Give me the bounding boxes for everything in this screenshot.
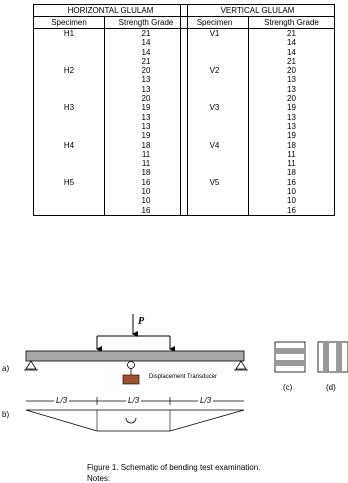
table-row	[181, 38, 335, 47]
horizontal-grade-cell: 16	[105, 206, 188, 216]
horizontal-specimen-cell	[34, 150, 105, 159]
figure-caption: Figure 1. Schematic of bending test examination.	[87, 463, 261, 472]
table-row	[34, 122, 188, 131]
vertical-grade-cell: 13	[249, 122, 335, 131]
table-row	[34, 85, 188, 94]
table-row	[181, 196, 335, 205]
horizontal-lamina-2	[275, 360, 305, 366]
vertical-specimen-cell: V3	[181, 103, 249, 112]
table-row	[34, 94, 188, 103]
vertical-specimen-cell: V5	[181, 178, 249, 187]
vertical-specimen-cell: V4	[181, 141, 249, 150]
vertical-grade-cell: 20	[249, 94, 335, 103]
vertical-specimen-cell	[181, 187, 249, 196]
table-row	[34, 150, 188, 159]
horizontal-specimen-cell	[34, 206, 105, 216]
horizontal-grade-cell: 11	[105, 159, 188, 168]
vertical-specimen-cell	[181, 168, 249, 177]
bending-test-diagram	[0, 300, 348, 460]
table-row	[34, 75, 188, 84]
horizontal-grade-cell: 18	[105, 168, 188, 177]
horizontal-specimen-cell	[34, 48, 105, 57]
horizontal-specimen-cell	[34, 57, 105, 66]
vertical-section-icon	[318, 342, 348, 372]
vertical-grade-cell: 14	[249, 38, 335, 47]
span-label-1: L/3	[56, 396, 68, 405]
vertical-specimen-cell	[181, 131, 249, 140]
table-row	[181, 94, 335, 103]
table-row	[181, 66, 335, 75]
table-row	[34, 168, 188, 177]
transducer-body-icon	[123, 375, 139, 384]
table-row	[34, 206, 188, 216]
horizontal-grade-cell: 11	[105, 150, 188, 159]
vertical-col-specimen: Specimen	[181, 17, 249, 29]
table-row	[34, 196, 188, 205]
table-row	[181, 29, 335, 39]
vertical-grade-cell: 10	[249, 196, 335, 205]
figure-label-a: a)	[2, 364, 10, 373]
table-row	[34, 178, 188, 187]
horizontal-specimen-cell: H4	[34, 141, 105, 150]
span-label-3: L/3	[200, 396, 212, 405]
vertical-col-grade: Strength Grade	[249, 17, 335, 29]
horizontal-col-grade: Strength Grade	[105, 17, 188, 29]
vertical-lamina-1	[323, 342, 329, 372]
vertical-specimen-cell	[181, 85, 249, 94]
table-row	[34, 48, 188, 57]
vertical-glulam-table	[180, 4, 335, 216]
horizontal-grade-cell: 14	[105, 48, 188, 57]
table-row	[181, 57, 335, 66]
horizontal-grade-cell: 19	[105, 103, 188, 112]
vertical-grade-cell: 19	[249, 103, 335, 112]
horizontal-grade-cell: 20	[105, 94, 188, 103]
horizontal-grade-cell: 20	[105, 66, 188, 75]
vertical-specimen-cell	[181, 57, 249, 66]
figure-label-b: b)	[2, 410, 10, 419]
vertical-grade-cell: 21	[249, 57, 335, 66]
table-row	[181, 113, 335, 122]
table-row	[34, 103, 188, 112]
vertical-specimen-cell	[181, 196, 249, 205]
vertical-specimen-cell	[181, 38, 249, 47]
horizontal-grade-cell: 13	[105, 75, 188, 84]
vertical-grade-cell: 18	[249, 168, 335, 177]
horizontal-glulam-table	[33, 4, 188, 216]
horizontal-specimen-cell	[34, 94, 105, 103]
vertical-specimen-cell	[181, 206, 249, 216]
vertical-grade-cell: 20	[249, 66, 335, 75]
vertical-specimen-cell	[181, 122, 249, 131]
table-row	[34, 57, 188, 66]
vertical-grade-cell: 13	[249, 113, 335, 122]
horizontal-grade-cell: 16	[105, 178, 188, 187]
vertical-specimen-cell	[181, 75, 249, 84]
table-row	[181, 131, 335, 140]
table-row	[181, 178, 335, 187]
horizontal-grade-cell: 19	[105, 131, 188, 140]
vertical-specimen-cell	[181, 113, 249, 122]
vertical-specimen-cell	[181, 150, 249, 159]
horizontal-specimen-cell	[34, 38, 105, 47]
vertical-grade-cell: 13	[249, 85, 335, 94]
table-row	[181, 122, 335, 131]
horizontal-specimen-cell	[34, 113, 105, 122]
horizontal-specimen-cell	[34, 75, 105, 84]
horizontal-grade-cell: 14	[105, 38, 188, 47]
figure-label-c: (c)	[283, 383, 293, 392]
vertical-grade-cell: 16	[249, 206, 335, 216]
horizontal-specimen-cell: H2	[34, 66, 105, 75]
table-row	[34, 66, 188, 75]
vertical-specimen-cell	[181, 48, 249, 57]
horizontal-lamina-1	[275, 348, 305, 354]
span-label-2: L/3	[128, 396, 140, 405]
horizontal-col-specimen: Specimen	[34, 17, 105, 29]
table-row	[34, 29, 188, 39]
vertical-grade-cell: 18	[249, 141, 335, 150]
horizontal-specimen-cell: H3	[34, 103, 105, 112]
horizontal-grade-cell: 21	[105, 29, 188, 39]
vertical-specimen-cell: V2	[181, 66, 249, 75]
horizontal-table-body	[34, 29, 188, 216]
vertical-grade-cell: 21	[249, 29, 335, 39]
horizontal-table-title: HORIZONTAL GLULAM	[34, 5, 188, 17]
vertical-grade-cell: 11	[249, 150, 335, 159]
horizontal-specimen-cell	[34, 187, 105, 196]
horizontal-grade-cell: 10	[105, 187, 188, 196]
table-row	[181, 48, 335, 57]
horizontal-specimen-cell	[34, 196, 105, 205]
table-row	[181, 187, 335, 196]
horizontal-specimen-cell: H1	[34, 29, 105, 39]
vertical-specimen-cell	[181, 94, 249, 103]
horizontal-specimen-cell	[34, 159, 105, 168]
table-row	[34, 38, 188, 47]
vertical-grade-cell: 13	[249, 75, 335, 84]
vertical-table-title: VERTICAL GLULAM	[181, 5, 335, 17]
horizontal-specimen-cell: H5	[34, 178, 105, 187]
glulam-beam	[26, 351, 244, 361]
figure-label-d: (d)	[326, 383, 336, 392]
table-row	[181, 150, 335, 159]
table-row	[34, 187, 188, 196]
horizontal-grade-cell: 13	[105, 85, 188, 94]
figure-notes: Notes:	[87, 474, 111, 483]
table-row	[181, 103, 335, 112]
horizontal-specimen-cell	[34, 122, 105, 131]
table-row	[181, 206, 335, 216]
horizontal-grade-cell: 13	[105, 122, 188, 131]
transducer-label: Displacement Transducer	[149, 374, 218, 380]
table-row	[181, 141, 335, 150]
table-row	[34, 131, 188, 140]
vertical-grade-cell: 14	[249, 48, 335, 57]
table-row	[34, 141, 188, 150]
horizontal-specimen-cell	[34, 168, 105, 177]
vertical-grade-cell: 19	[249, 131, 335, 140]
left-support-icon	[26, 361, 36, 369]
vertical-lamina-2	[336, 342, 342, 372]
horizontal-grade-cell: 13	[105, 113, 188, 122]
vertical-specimen-cell: V1	[181, 29, 249, 39]
vertical-grade-cell: 11	[249, 159, 335, 168]
table-row	[181, 85, 335, 94]
right-support-icon	[236, 361, 246, 369]
table-row	[34, 113, 188, 122]
horizontal-grade-cell: 21	[105, 57, 188, 66]
table-row	[181, 159, 335, 168]
table-row	[181, 75, 335, 84]
horizontal-section-icon	[275, 342, 305, 372]
vertical-specimen-cell	[181, 159, 249, 168]
horizontal-specimen-cell	[34, 131, 105, 140]
horizontal-grade-cell: 10	[105, 196, 188, 205]
table-row	[34, 159, 188, 168]
vertical-grade-cell: 16	[249, 178, 335, 187]
transducer-probe-icon	[128, 362, 135, 369]
table-row	[181, 168, 335, 177]
horizontal-grade-cell: 18	[105, 141, 188, 150]
load-p-label: P	[138, 316, 145, 327]
horizontal-specimen-cell	[34, 85, 105, 94]
vertical-table-body	[181, 29, 335, 216]
vertical-grade-cell: 10	[249, 187, 335, 196]
